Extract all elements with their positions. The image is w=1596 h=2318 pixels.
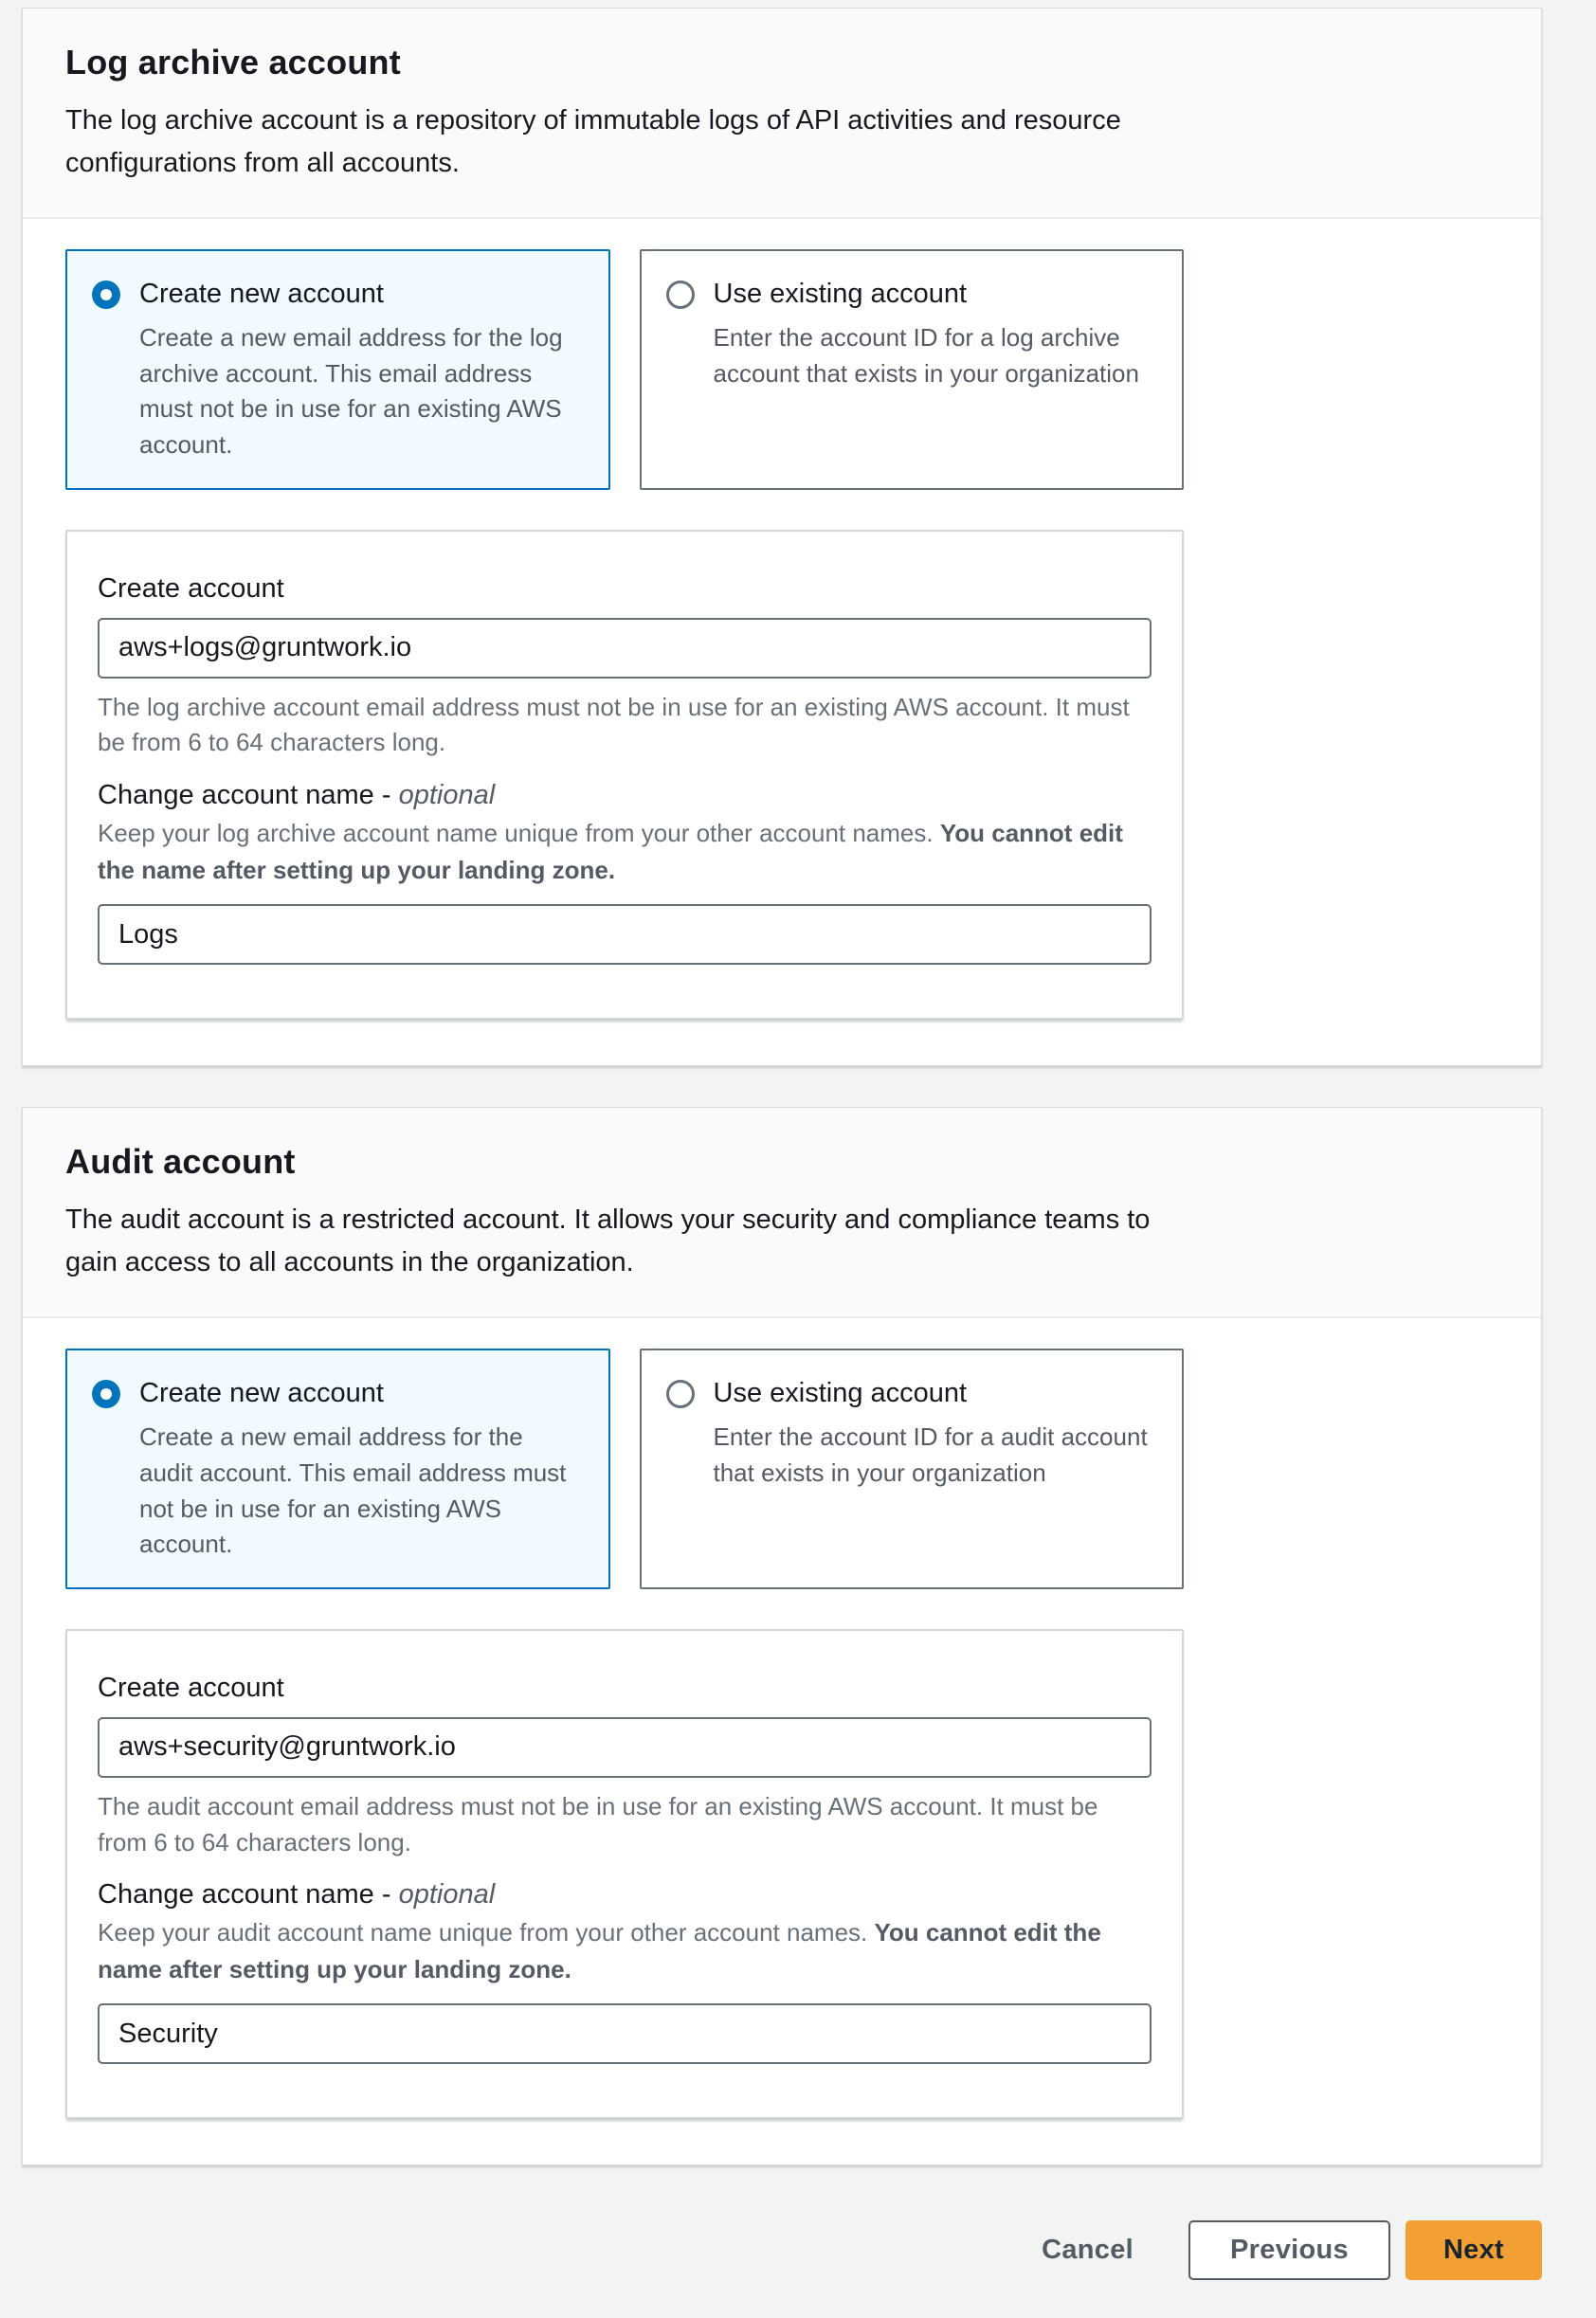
log-archive-description: The log archive account is a repository of immutable logs of API activities and resource configurations from all accounts. bbox=[65, 105, 1121, 178]
tile-description: Create a new email address for the audit account. This email address must not be in use for an existing AWS account. bbox=[139, 1422, 567, 1559]
tile-label: Create new account bbox=[139, 278, 384, 309]
email-help-text: The audit account email address must not be in use for an existing AWS account. It must be from 6 to 64 characters long. bbox=[98, 1791, 1098, 1856]
tile-description: Enter the account ID for a log archive account that exists in your organization bbox=[713, 323, 1139, 388]
tile-description: Enter the account ID for a audit account that exists in your organization bbox=[713, 1422, 1148, 1487]
account-name-field-label bbox=[98, 780, 1152, 811]
log-archive-create-account-box bbox=[65, 530, 1184, 1020]
account-name-hint bbox=[98, 815, 1152, 889]
log-archive-create-new-account-tile[interactable] bbox=[65, 249, 610, 490]
radio-unselected-icon[interactable] bbox=[666, 1380, 695, 1408]
audit-email-input[interactable] bbox=[98, 1717, 1152, 1778]
radio-unselected-icon[interactable] bbox=[666, 281, 695, 309]
account-name-hint-bold: You cannot edit the name after setting up your landing zone. bbox=[98, 819, 1123, 885]
account-name-hint-bold: You cannot edit the name after setting up your landing zone. bbox=[98, 1918, 1101, 1984]
account-name-label-text: Change account name - bbox=[98, 780, 391, 811]
radio-selected-icon[interactable] bbox=[92, 1380, 120, 1408]
previous-button[interactable]: Previous bbox=[1188, 2220, 1390, 2280]
audit-account-name-input[interactable] bbox=[98, 2003, 1152, 2064]
log-archive-title: Log archive account bbox=[65, 43, 401, 81]
audit-create-new-account-tile[interactable] bbox=[65, 1349, 610, 1589]
account-name-hint-text: Keep your audit account name unique from your other account names. bbox=[98, 1918, 875, 1947]
log-archive-account-name-input[interactable] bbox=[98, 904, 1152, 965]
audit-create-account-box bbox=[65, 1629, 1184, 2119]
log-archive-option-tiles bbox=[65, 249, 1184, 490]
audit-description: The audit account is a restricted account. It allows your security and compliance teams to gain access to all accounts in the organization. bbox=[65, 1204, 1151, 1278]
log-archive-use-existing-account-tile[interactable] bbox=[640, 249, 1185, 490]
next-button[interactable]: Next bbox=[1406, 2220, 1542, 2280]
tile-text bbox=[139, 1375, 582, 1563]
log-archive-panel-body bbox=[23, 219, 1541, 1065]
log-archive-panel bbox=[22, 8, 1542, 1066]
log-archive-email-input[interactable] bbox=[98, 618, 1152, 679]
tile-label: Create new account bbox=[139, 1378, 384, 1409]
audit-panel-header bbox=[23, 1108, 1541, 1318]
optional-flag: optional bbox=[398, 1879, 496, 1911]
cancel-button[interactable]: Cancel bbox=[1032, 2220, 1143, 2280]
log-archive-panel-header bbox=[23, 9, 1541, 219]
email-field-label: Create account bbox=[98, 1672, 284, 1703]
tile-description: Create a new email address for the log archive account. This email address must not be in use for an existing AWS account. bbox=[139, 323, 563, 460]
radio-selected-icon[interactable] bbox=[92, 281, 120, 309]
account-name-label-text: Change account name - bbox=[98, 1879, 391, 1911]
audit-panel-body bbox=[23, 1318, 1541, 2164]
tile-text bbox=[714, 276, 1156, 392]
email-help-text: The log archive account email address must not be in use for an existing AWS account. It must be from 6 to 64 characters long. bbox=[98, 692, 1130, 757]
audit-use-existing-account-tile[interactable] bbox=[640, 1349, 1185, 1589]
account-name-field-label bbox=[98, 1879, 1152, 1911]
account-name-hint-text: Keep your log archive account name unique from your other account names. bbox=[98, 819, 940, 848]
audit-title: Audit account bbox=[65, 1142, 296, 1182]
tile-label: Use existing account bbox=[713, 1378, 968, 1409]
audit-panel bbox=[22, 1107, 1542, 2165]
tile-text bbox=[139, 276, 582, 463]
optional-flag: optional bbox=[398, 780, 496, 811]
wizard-footer bbox=[22, 2220, 1542, 2280]
tile-label: Use existing account bbox=[713, 278, 968, 309]
audit-option-tiles bbox=[65, 1349, 1184, 1589]
tile-text bbox=[714, 1375, 1156, 1492]
account-name-hint bbox=[98, 1914, 1152, 1988]
email-field-label: Create account bbox=[98, 572, 284, 604]
